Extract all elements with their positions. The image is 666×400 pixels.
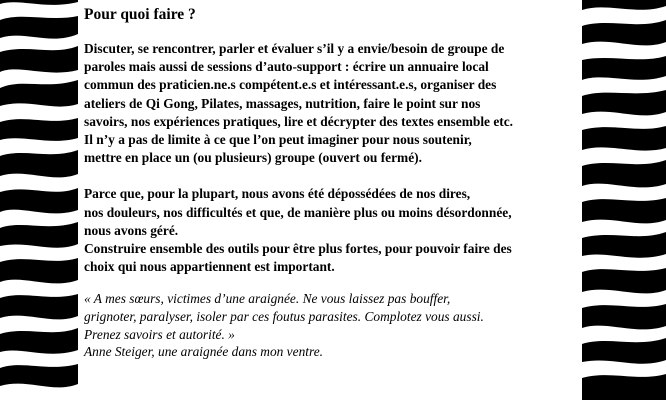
text-panel — [78, 0, 582, 400]
paragraph-purpose: Discuter, se rencontrer, parler et évaluer s’il y a envie/besoin de groupe de paroles mais aussi de sessions d’auto-support : écrire un annuaire local commun des praticien.ne.s compétent.e.s et intéressant.e.s, organiser des ateliers de Qi Gong, Pilates, massages, nutrition, faire le point sur nos savoirs, nos expériences pratiques, lire et décrypter des textes ensemble etc. Il n’y a pas de limite à ce que l’on peut imaginer pour nous soutenir, mettre en place un (ou plusieurs) groupe (ouvert ou fermé). — [84, 41, 514, 166]
zebra-stripe-border-left — [0, 0, 78, 400]
quote-attribution: Anne Steiger, une araignée dans mon ventre. — [84, 344, 323, 360]
zebra-stripe-border-right — [582, 0, 666, 400]
paragraph-spacer — [84, 167, 582, 185]
section-heading: Pour quoi faire ? — [84, 6, 196, 23]
epigraph-quote: « A mes sœurs, victimes d’une araignée. Ne vous laissez pas bouffer, grignoter, paralyser, isoler par ces foutus parasites. Complotez vous aussi. Prenez savoirs et autorité. » — [84, 291, 484, 342]
paragraph-reason: Parce que, pour la plupart, nous avons été dépossédées de nos dires, nos douleurs, nos difficultés et que, de manière plus ou moins désordonnée, nous avons géré. Construire ensemble des outils pour être plus fortes, pour pouvoir faire des choix qui nous appartiennent est important. — [84, 186, 512, 275]
